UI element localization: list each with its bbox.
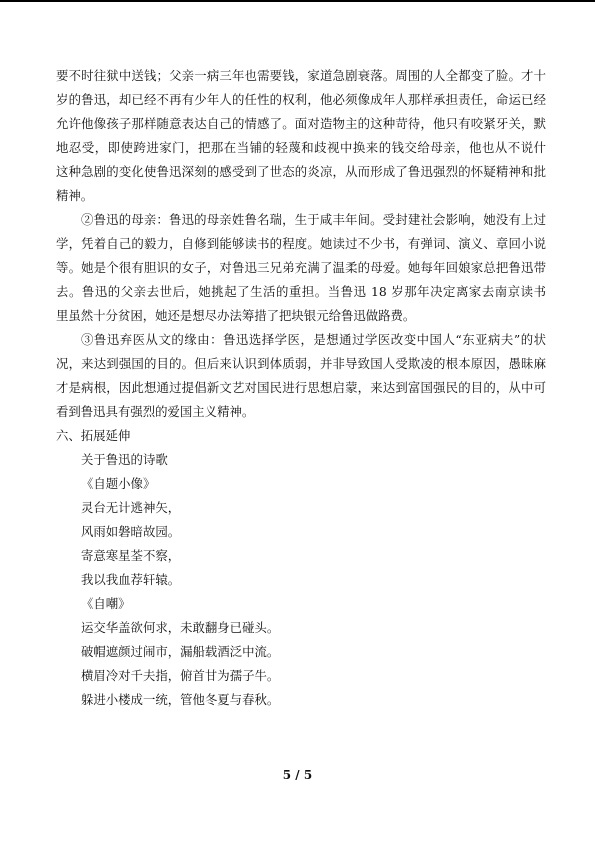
paragraph-line: ②鲁迅的母亲：鲁迅的母亲姓鲁名瑞，生于咸丰年间。受封建社会影响，她没有上过	[81, 212, 546, 227]
poem-line: 风雨如磐暗故园。	[81, 524, 181, 539]
paragraph-line: 等。她是个很有胆识的女子，对鲁迅三兄弟充满了温柔的母爱。她每年回娘家总把鲁迅带	[56, 260, 546, 275]
poem-line: 我以我血荐轩辕。	[81, 572, 181, 587]
paragraph-line: ③鲁迅弃医从文的缘由：鲁迅选择学医，是想通过学医改变中国人“东亚病夫”的状	[81, 332, 546, 347]
subsection-title: 关于鲁迅的诗歌	[81, 452, 168, 467]
top-border-rule	[0, 0, 595, 2]
paragraph-line: 里虽然十分贫困，她还是想尽办法筹措了把块银元给鲁迅做路费。	[56, 308, 416, 323]
paragraph-line: 地忍受，即使跨进家门，把那在当铺的轻蔑和歧视中换来的钱交给母亲，他也从不说什	[56, 140, 546, 155]
paragraph-line: 学，凭着自己的毅力，自修到能够读书的程度。她读过不少书，有弹词、演义、章回小说	[56, 236, 546, 251]
page-number: 5 / 5	[282, 768, 313, 782]
paragraph-line: 岁的鲁迅，却已经不再有少年人的任性的权利，他必须像成年人那样承担责任，命运已经	[56, 92, 546, 107]
paragraph-line: 看到鲁迅具有强烈的爱国主义精神。	[56, 404, 255, 419]
paragraph-line: 精神。	[56, 188, 94, 203]
poem-line: 灵台无计逃神矢，	[81, 500, 181, 515]
section-heading: 六、拓展延伸	[56, 428, 131, 443]
poem-line: 运交华盖欲何求，未敢翻身已碰头。	[81, 620, 280, 635]
poem-title: 《自嘲》	[81, 596, 131, 611]
paragraph-line: 允许他像孩子那样随意表达自己的情感了。面对造物主的这种苛待，他只有咬紧牙关，默	[56, 116, 546, 131]
poem-line: 躲进小楼成一统，管他冬夏与春秋。	[81, 692, 280, 707]
poem-line: 横眉冷对千夫指，俯首甘为孺子牛。	[81, 668, 280, 683]
paragraph-line: 要不时往狱中送钱；父亲一病三年也需要钱，家道急剧衰落。周围的人全都变了脸。才十	[56, 68, 546, 83]
paragraph-line: 况，来达到强国的目的。但后来认识到体质弱，并非导致国人受欺凌的根本原因，愚昧麻	[56, 356, 546, 371]
paragraph-line: 才是病根，因此想通过提倡新文艺对国民进行思想启蒙，来达到富国强民的目的，从中可	[56, 380, 546, 395]
poem-title: 《自题小像》	[81, 476, 156, 491]
document-body	[56, 64, 546, 712]
poem-line: 破帽遮颜过闹市，漏船载酒泛中流。	[81, 644, 280, 659]
paragraph-line: 去。鲁迅的父亲去世后，她挑起了生活的重担。当鲁迅 18 岁那年决定离家去南京读书	[56, 284, 546, 299]
paragraph-line: 这种急剧的变化使鲁迅深刻的感受到了世态的炎凉，从而形成了鲁迅强烈的怀疑精神和批	[56, 164, 546, 179]
poem-line: 寄意寒星荃不察，	[81, 548, 181, 563]
